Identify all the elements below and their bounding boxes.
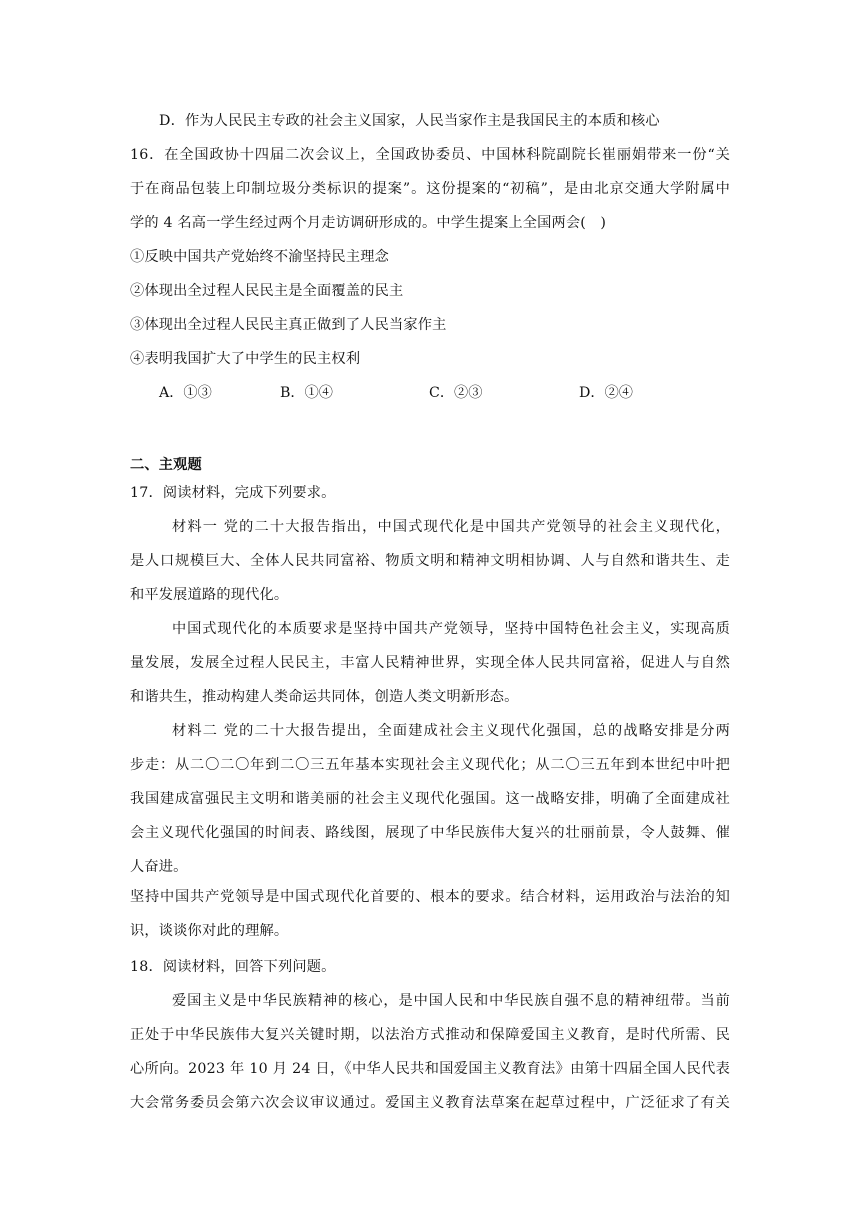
q18-stem: 18．阅读材料，回答下列问题。 [130,959,336,975]
q15-option-d: D．作为人民民主专政的社会主义国家，人民当家作主是我国民主的本质和核心 [159,113,660,129]
section-title: 二、主观题 [130,457,202,473]
q18-material-line: 心所向。2023 年 10 月 24 日，《中华人民共和国爱国主义教育法》由第十四届全国人民代表 [130,1061,730,1077]
q17-material-line: 人奋进。 [130,859,188,875]
q17-question-line: 坚持中国共产党领导是中国式现代化首要的、根本的要求。结合材料，运用政治与法治的知 [130,889,730,905]
q16-option-c: C．②③ [429,385,483,401]
q16-statement-3: ③体现出全过程人民民主真正做到了人民当家作主 [130,317,447,333]
q16-stem-line: 16．在全国政协十四届二次会议上，全国政协委员、中国林科院副院长崔丽娟带来一份“关 [130,147,730,163]
q17-material-line: 是人口规模巨大、全体人民共同富裕、物质文明和精神文明相协调、人与自然和谐共生、走 [130,553,730,569]
q16-statement-2: ②体现出全过程人民民主是全面覆盖的民主 [130,283,404,299]
q17-material-line: 会主义现代化强国的时间表、路线图，展现了中华民族伟大复兴的壮丽前景，令人鼓舞、催 [130,825,730,841]
q17-stem: 17．阅读材料，完成下列要求。 [130,485,336,501]
q17-material-line: 和平发展道路的现代化。 [130,587,289,603]
q17-question-line: 识，谈谈你对此的理解。 [130,923,289,939]
q16-statement-4: ④表明我国扩大了中学生的民主权利 [130,351,361,367]
q18-material-line: 大会常务委员会第六次会议审议通过。爱国主义教育法草案在起草过程中，广泛征求了有关 [130,1095,730,1111]
q16-option-b: B．①④ [280,385,333,401]
q17-material-line: 量发展，发展全过程人民民主，丰富人民精神世界，实现全体人民共同富裕，促进人与自然 [130,655,730,671]
q16-statement-1: ①反映中国共产党始终不渝坚持民主理念 [130,249,389,265]
q17-material-line: 和谐共生，推动构建人类命运共同体，创造人类文明新形态。 [130,689,519,705]
q18-material-line: 正处于中华民族伟大复兴关键时期，以法治方式推动和保障爱国主义教育，是时代所需、民 [130,1027,730,1043]
q17-material-line: 材料一 党的二十大报告指出，中国式现代化是中国共产党领导的社会主义现代化， [172,519,730,535]
q16-option-d: D．②④ [579,385,633,401]
q17-material-line: 步走：从二〇二〇年到二〇三五年基本实现社会主义现代化；从二〇三五年到本世纪中叶把 [130,757,730,773]
q16-stem-line: 于在商品包装上印制垃圾分类标识的提案”。这份提案的“初稿”，是由北京交通大学附属中 [130,181,730,197]
q17-material-line: 材料二 党的二十大报告提出，全面建成社会主义现代化强国，总的战略安排是分两 [172,723,730,739]
q16-option-a: A．①③ [159,385,212,401]
q17-material-line: 我国建成富强民主文明和谐美丽的社会主义现代化强国。这一战略安排，明确了全面建成社 [130,791,730,807]
q17-material-line: 中国式现代化的本质要求是坚持中国共产党领导，坚持中国特色社会主义，实现高质 [172,621,730,637]
q18-material-line: 爱国主义是中华民族精神的核心，是中国人民和中华民族自强不息的精神纽带。当前 [172,993,730,1009]
q16-stem-line: 学的 4 名高一学生经过两个月走访调研形成的。中学生提案上全国两会( ) [130,215,607,231]
